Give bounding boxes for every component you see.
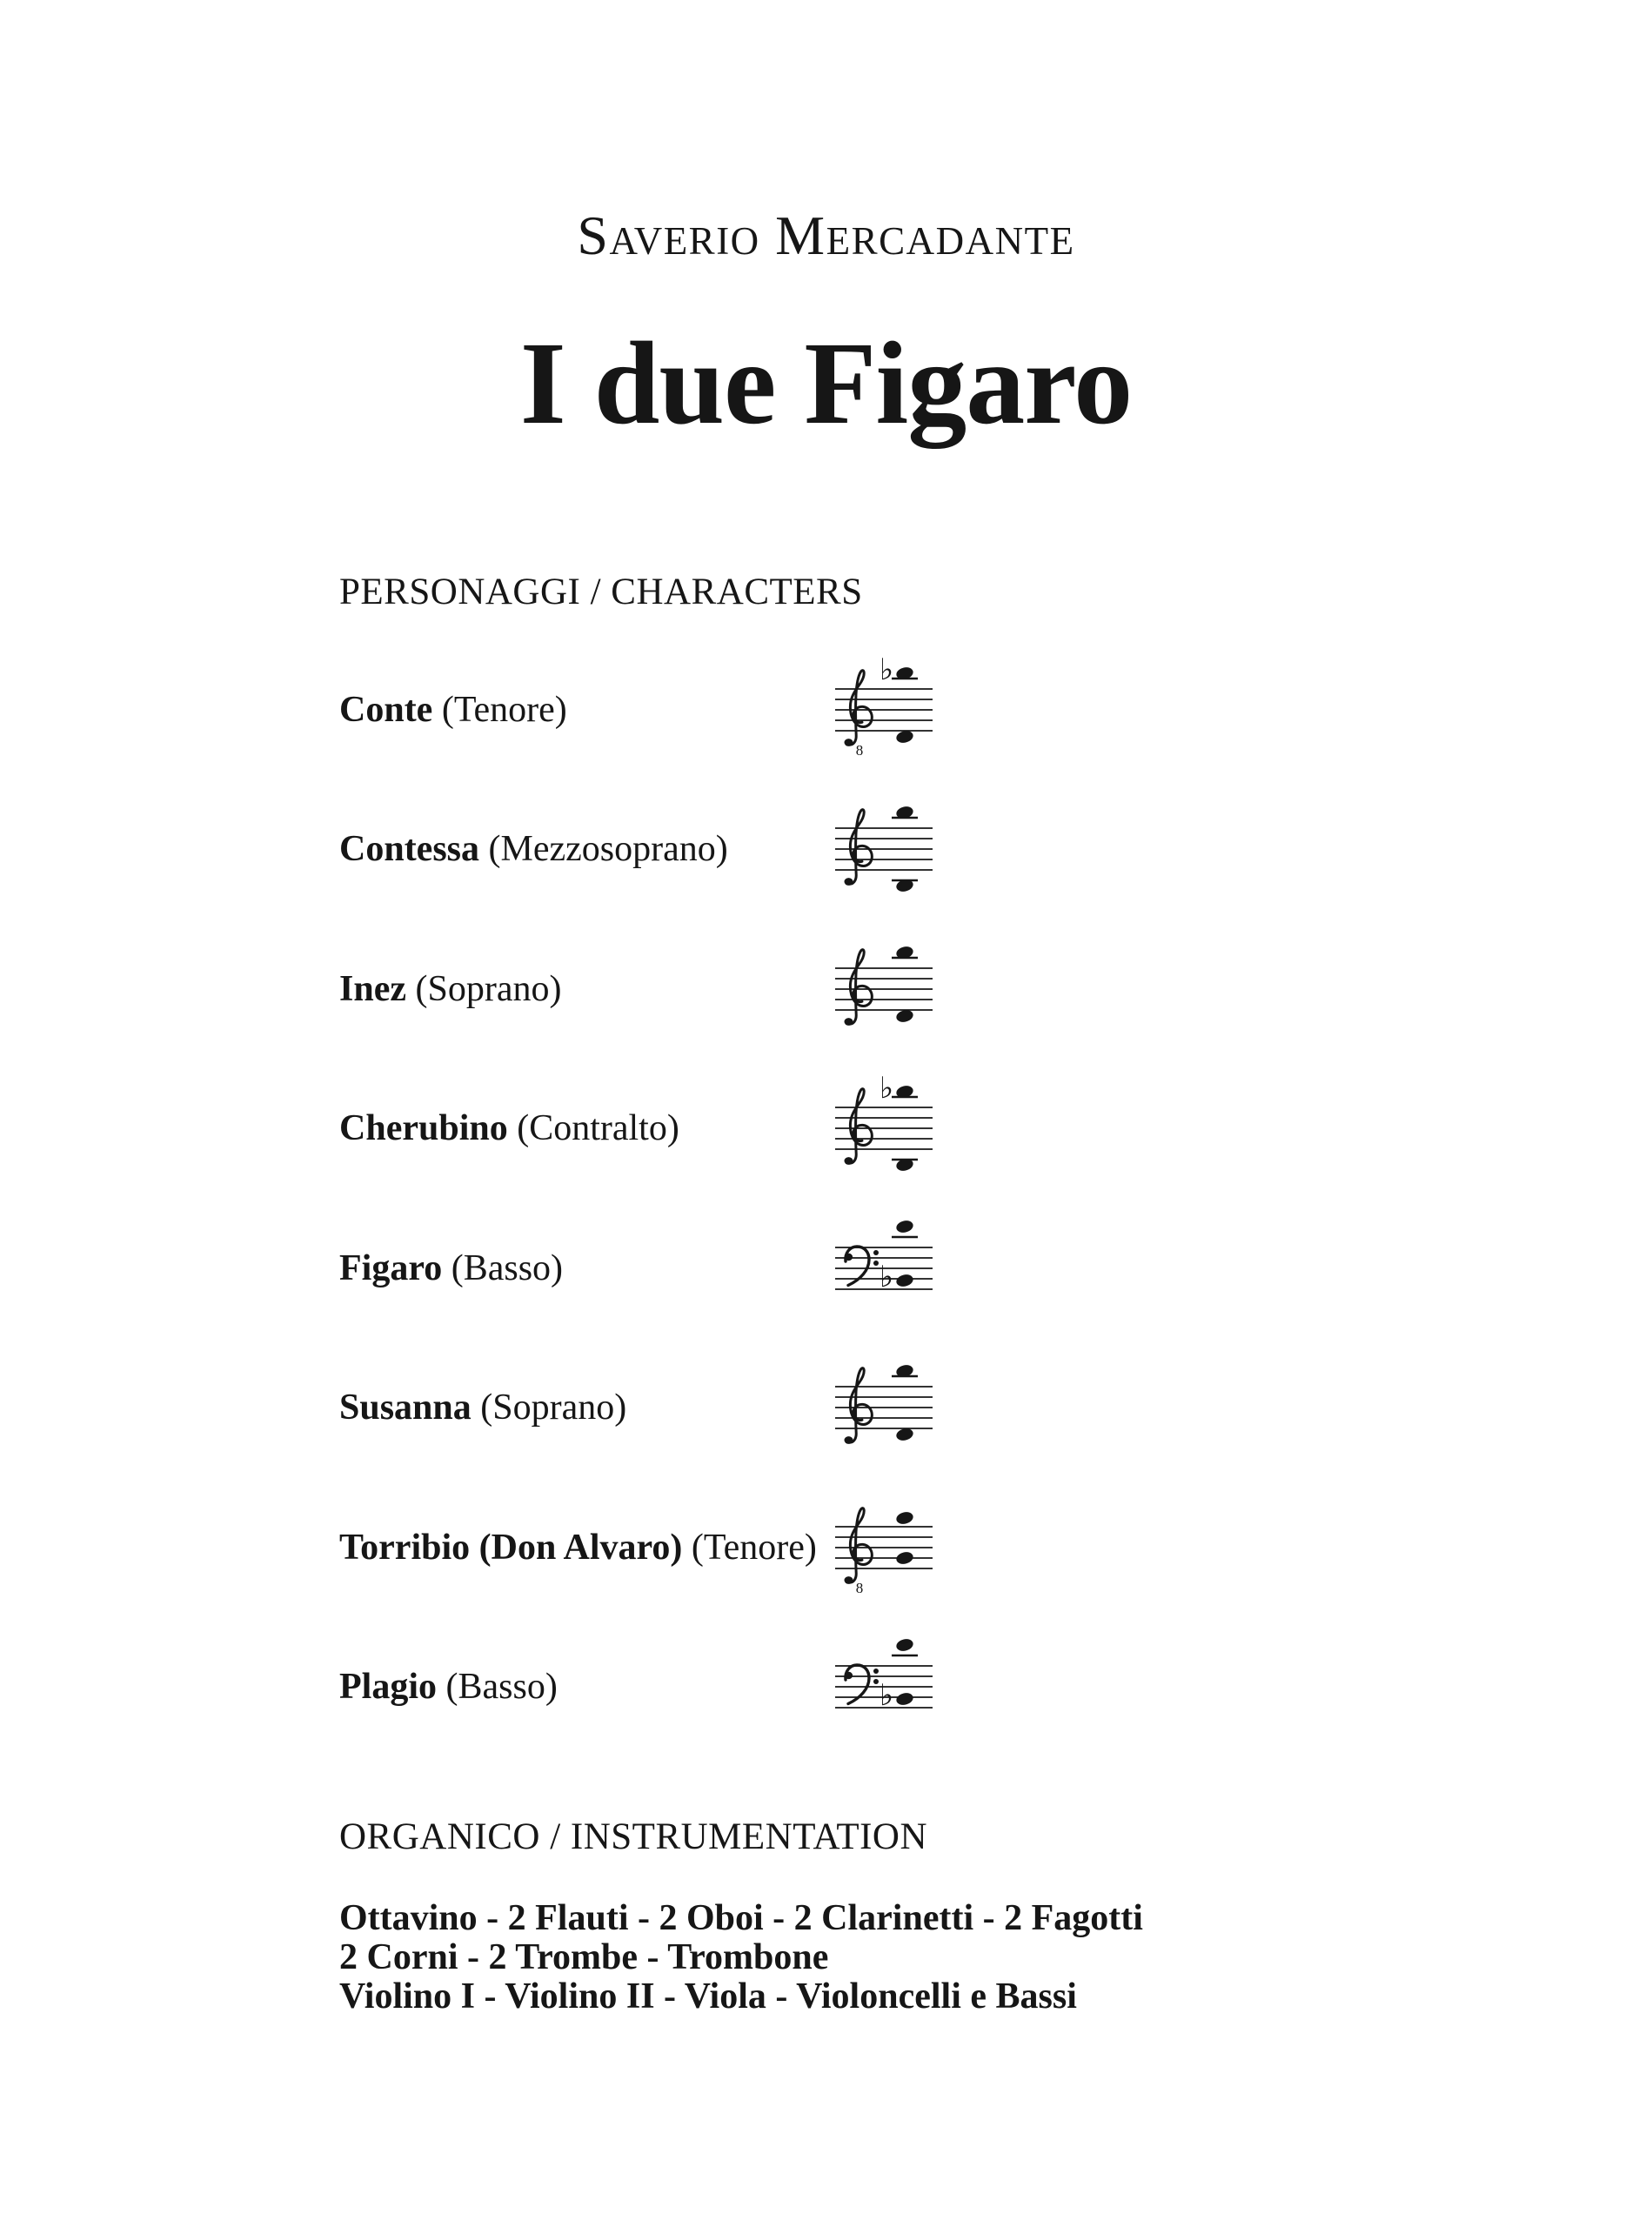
vocal-range-staff: [828, 1059, 941, 1198]
character-label: [339, 831, 728, 867]
character-voice: (Tenore): [432, 690, 567, 730]
character-voice: (Basso): [437, 1667, 558, 1707]
character-label: [339, 971, 561, 1007]
character-row: [339, 1478, 941, 1617]
treble-clef-icon: [845, 950, 873, 1026]
character-voice: (Soprano): [471, 1388, 627, 1428]
flat-icon: ♭: [879, 1678, 894, 1713]
instrumentation-line: Ottavino - 2 Flauti - 2 Oboi - 2 Clarinetti - 2 Fagotti: [339, 1898, 1143, 1938]
characters-heading: PERSONAGGI / CHARACTERS: [339, 572, 863, 612]
character-label: [339, 1250, 563, 1287]
character-row: [339, 779, 941, 919]
character-voice: (Contralto): [507, 1108, 679, 1148]
low-note: [895, 1691, 914, 1707]
treble-clef-icon: [845, 1368, 873, 1444]
character-name: Plagio: [339, 1667, 437, 1707]
instrumentation-line: 2 Corni - 2 Trombe - Trombone: [339, 1937, 829, 1977]
high-note: [895, 1219, 914, 1234]
character-voice: (Mezzosoprano): [479, 829, 728, 869]
character-voice: (Tenore): [682, 1528, 817, 1568]
character-name: Figaro: [339, 1248, 443, 1288]
character-voice: (Basso): [442, 1248, 564, 1288]
character-label: [339, 692, 567, 728]
octave-8-label: 8: [855, 742, 864, 759]
opera-title: I due Figaro: [519, 318, 1133, 449]
character-row: [339, 1199, 941, 1338]
high-note: [895, 1637, 914, 1653]
vocal-range-staff: [828, 1338, 941, 1477]
character-row: [339, 1059, 941, 1198]
vocal-range-staff: [828, 640, 941, 779]
treble-clef-icon: [845, 1508, 873, 1596]
character-name: Cherubino: [339, 1108, 508, 1148]
character-row: [339, 1617, 941, 1756]
character-label: [339, 1389, 626, 1426]
character-voice: (Soprano): [406, 969, 562, 1009]
instrumentation-list: [339, 1899, 1143, 2016]
vocal-range-staff: [828, 1478, 941, 1617]
character-row: [339, 1338, 941, 1477]
vocal-range-staff: [828, 1199, 941, 1338]
character-name: Torribio (Don Alvaro): [339, 1528, 683, 1568]
character-name: Contessa: [339, 829, 480, 869]
character-name: Inez: [339, 969, 406, 1009]
character-row: [339, 920, 941, 1059]
flat-icon: ♭: [879, 1260, 894, 1294]
vocal-range-staff: [828, 1617, 941, 1756]
treble-clef-icon: [845, 671, 873, 759]
flat-icon: ♭: [879, 1071, 894, 1106]
low-note: [895, 1273, 914, 1288]
character-name: Conte: [339, 690, 433, 730]
high-note: [895, 1510, 914, 1526]
treble-clef-icon: [845, 1089, 873, 1165]
character-label: [339, 1529, 817, 1566]
instrumentation-heading: ORGANICO / INSTRUMENTATION: [339, 1816, 928, 1857]
treble-clef-icon: [845, 810, 873, 886]
vocal-range-staff: [828, 779, 941, 919]
character-row: [339, 640, 941, 779]
composer-name: Saverio Mercadante: [577, 204, 1075, 266]
low-note: [895, 1550, 914, 1566]
character-name: Susanna: [339, 1388, 472, 1428]
character-label: [339, 1669, 558, 1705]
vocal-range-staff: [828, 920, 941, 1059]
octave-8-label: 8: [855, 1580, 864, 1596]
instrumentation-line: Violino I - Violino II - Viola - Violoncelli e Bassi: [339, 1976, 1077, 2016]
flat-icon: ♭: [879, 652, 894, 687]
character-label: [339, 1110, 679, 1147]
